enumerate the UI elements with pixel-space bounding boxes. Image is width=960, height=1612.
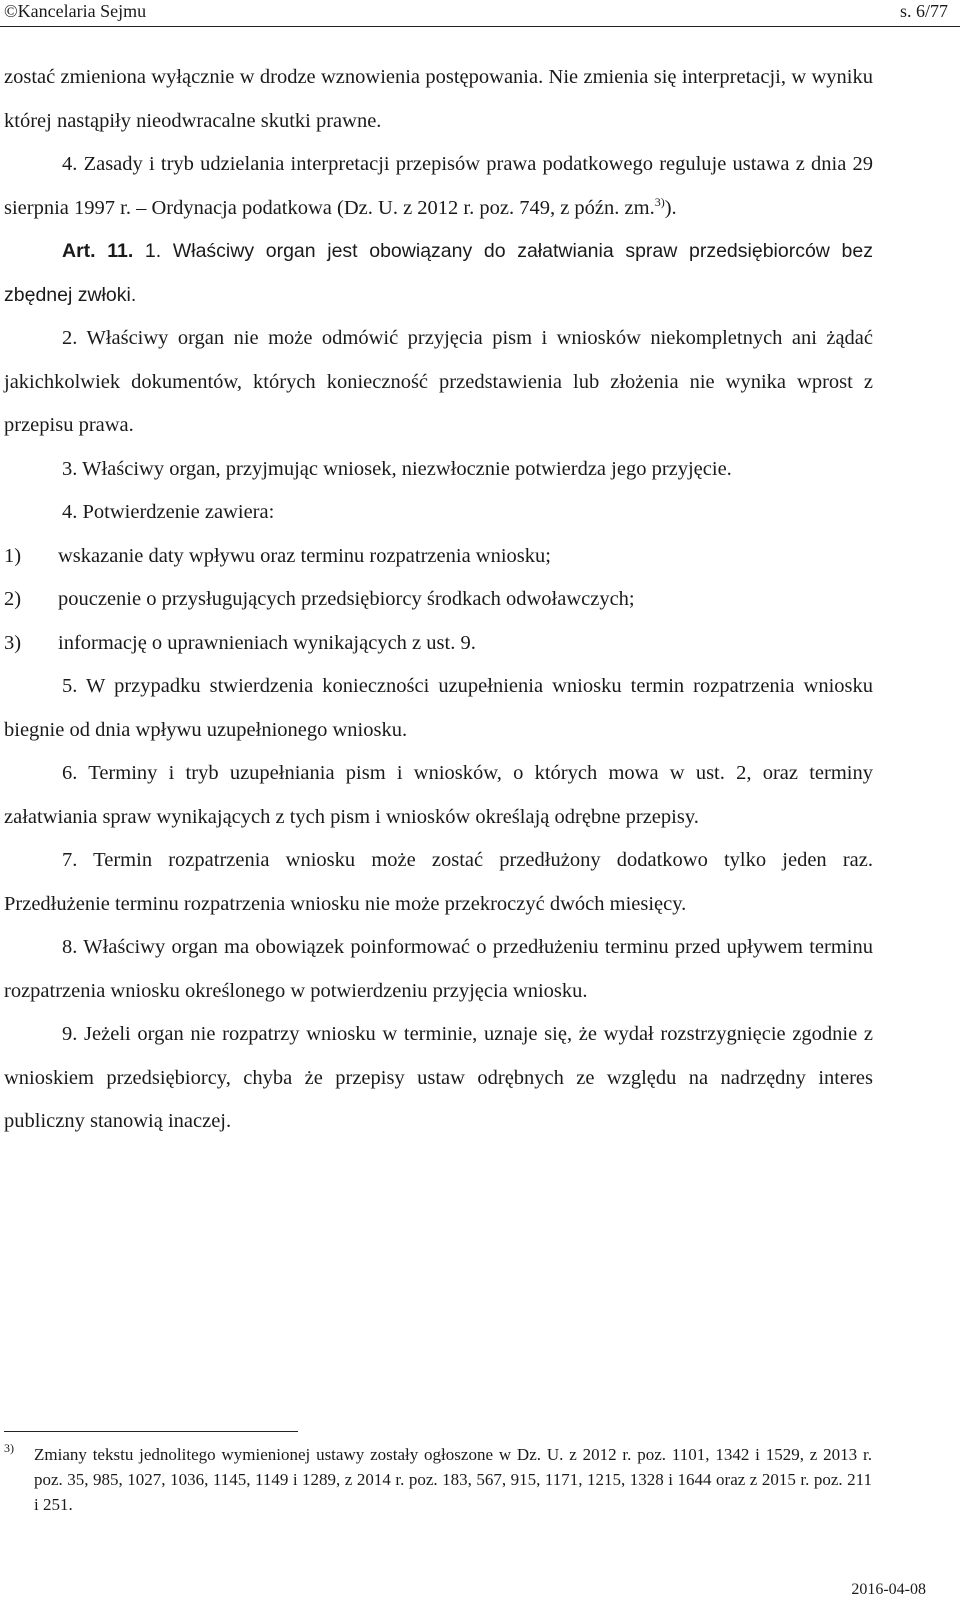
article-11-paragraph-1 bbox=[4, 230, 873, 317]
article-11-paragraph-2: 2. Właściwy organ nie może odmówić przyjęcia pism i wniosków niekompletnych ani żądać jakichkolwiek dokumentów, których konieczność przedstawienia lub złożenia nie wynika wprost z przepisu prawa. bbox=[4, 327, 873, 436]
footnote-text: Zmiany tekstu jednolitego wymienionej ustawy zostały ogłoszone w Dz. U. z 2012 r. poz. 1101, 1342 i 1529, z 2013 r. poz. 35, 985, 1027, 1036, 1145, 1149 i 1289, z 2014 r. poz. 183, 567, 915, 1171, 1215, 1328 i 1644 oraz z 2015 r. poz. 211 i 251. bbox=[34, 1445, 872, 1514]
footnote-marker: 3) bbox=[4, 1441, 14, 1455]
footnote-reference[interactable]: 3) bbox=[654, 194, 665, 209]
article-11-p1-text: 1. Właściwy organ jest obowiązany do załatwiania spraw przedsiębiorców bez zbędnej zwłoki. bbox=[4, 240, 873, 306]
article-11-paragraph-5: 5. W przypadku stwierdzenia konieczności uzupełnienia wniosku termin rozpatrzenia wniosku biegnie od dnia wpływu uzupełnionego wniosku. bbox=[4, 675, 873, 741]
footnote bbox=[4, 1442, 872, 1517]
list-item-number: 3) bbox=[4, 631, 22, 654]
list-item-number: 1) bbox=[4, 544, 22, 567]
list-item-text: informację o uprawnieniach wynikających z ust. 9. bbox=[58, 631, 476, 654]
page-header bbox=[0, 0, 960, 27]
list-item bbox=[4, 535, 873, 579]
list-item-text: wskazanie daty wpływu oraz terminu rozpatrzenia wniosku; bbox=[58, 544, 551, 567]
list-item bbox=[4, 578, 873, 622]
article-11-paragraph-6: 6. Terminy i tryb uzupełniania pism i wniosków, o których mowa w ust. 2, oraz terminy załatwiania spraw wynikających z tych pism i wniosków określają odrębne przepisy. bbox=[4, 762, 873, 828]
paragraph-4-end: ). bbox=[664, 196, 677, 219]
article-11-paragraph-7: 7. Termin rozpatrzenia wniosku może zostać przedłużony dodatkowo tylko jeden raz. Przedłużenie terminu rozpatrzenia wniosku nie może przekroczyć dwóch miesięcy. bbox=[4, 849, 873, 915]
list-item-number: 2) bbox=[4, 588, 22, 610]
article-11-paragraph-4: 4. Potwierdzenie zawiera: bbox=[62, 501, 275, 523]
article-11-paragraph-3: 3. Właściwy organ, przyjmując wniosek, niezwłocznie potwierdza jego przyjęcie. bbox=[62, 457, 732, 480]
copyright-label: ©Kancelaria Sejmu bbox=[4, 1, 147, 21]
page-number: s. 6/77 bbox=[899, 1, 948, 21]
article-11-paragraph-8: 8. Właściwy organ ma obowiązek poinformować o przedłużeniu terminu przed upływem terminu rozpatrzenia wniosku określonego w potwierdzeniu przyjęcia wniosku. bbox=[4, 936, 873, 1002]
intro-paragraph: zostać zmieniona wyłącznie w drodze wznowienia postępowania. Nie zmienia się interpretacji, w wyniku której nastąpiły nieodwracalne skutki prawne. bbox=[4, 66, 873, 132]
list-item bbox=[4, 622, 873, 666]
article-label: Art. 11. bbox=[62, 240, 134, 262]
footnote-divider bbox=[4, 1431, 298, 1432]
document-body bbox=[4, 56, 873, 1144]
article-11-paragraph-9: 9. Jeżeli organ nie rozpatrzy wniosku w terminie, uznaje się, że wydał rozstrzygnięcie zgodnie z wnioskiem przedsiębiorcy, chyba że przepisy ustaw odrębnych ze względu na nadrzędny interes publiczny stanowią inaczej. bbox=[4, 1023, 873, 1132]
paragraph-4-text: 4. Zasady i tryb udzielania interpretacji przepisów prawa podatkowego reguluje ustawa z dnia 29 sierpnia 1997 r. – Ordynacja podatkowa (Dz. U. z 2012 r. poz. 749, z późn. zm. bbox=[4, 153, 873, 219]
document-date: 2016-04-08 bbox=[851, 1581, 926, 1598]
paragraph-4 bbox=[4, 143, 873, 230]
list-item-text: pouczenie o przysługujących przedsiębiorcy środkach odwoławczych; bbox=[58, 588, 635, 610]
